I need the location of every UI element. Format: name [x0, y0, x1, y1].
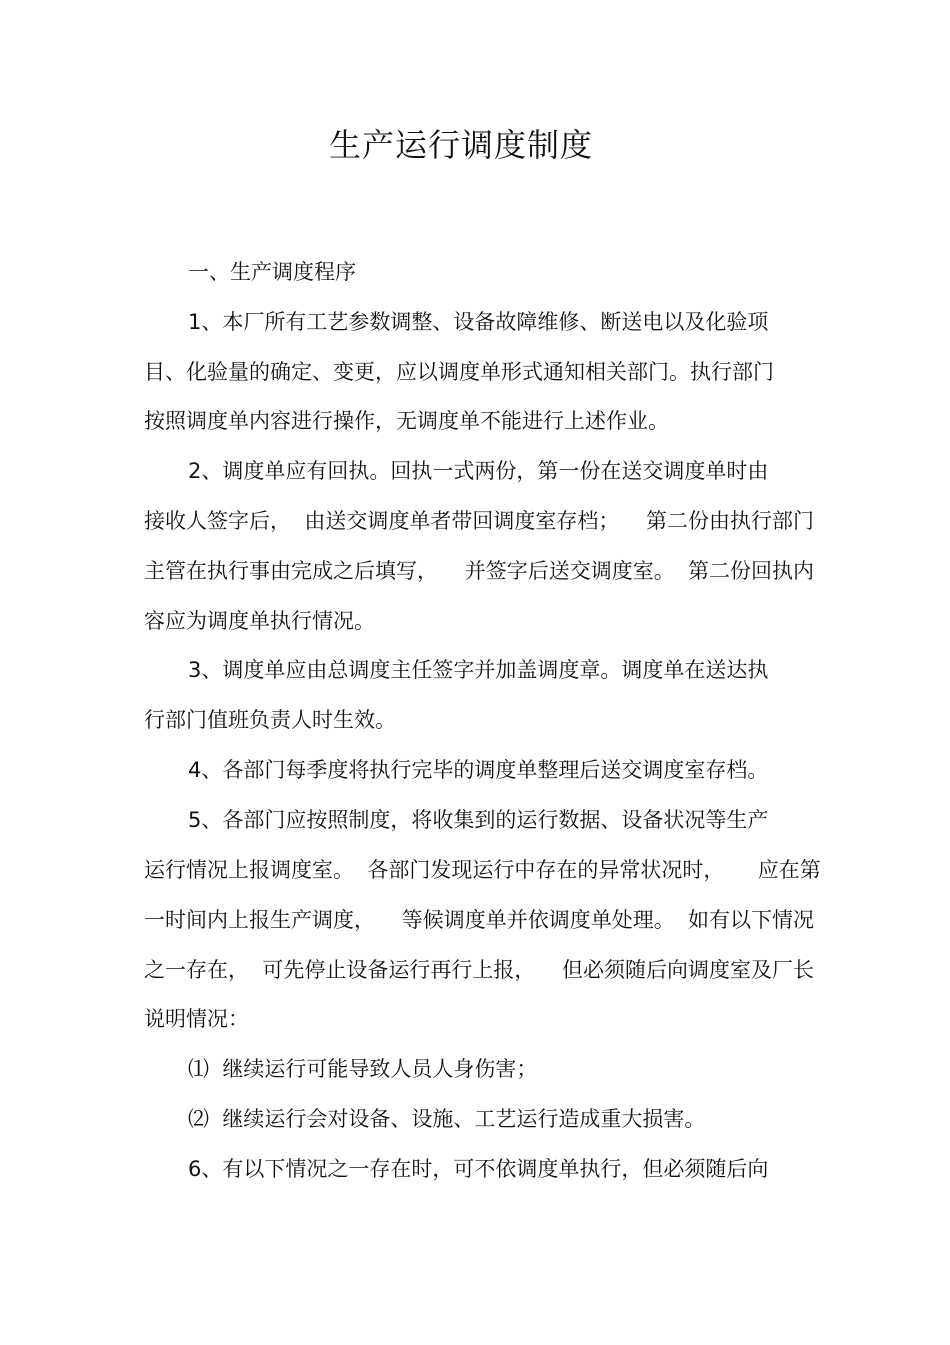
- paragraph-line: 3、调度单应由总调度主任签字并加盖调度章。调度单在送达执: [188, 658, 769, 682]
- list-item: ⑴ 继续运行可能导致人员人身伤害；: [188, 1057, 538, 1081]
- paragraph-line: 2、调度单应有回执。回执一式两份，第一份在送交调度单时由: [188, 459, 769, 483]
- paragraph-line: 说明情况：: [144, 1007, 249, 1031]
- paragraph-line: 一时间内上报生产调度， 等候调度单并依调度单处理。 如有以下情况: [144, 908, 815, 932]
- paragraph-line: 行部门值班负责人时生效。: [144, 708, 396, 732]
- paragraph-line: 容应为调度单执行情况。: [144, 609, 375, 633]
- paragraph-line: 4、各部门每季度将执行完毕的调度单整理后送交调度室存档。: [188, 758, 769, 782]
- paragraph-line: 1、本厂所有工艺参数调整、设备故障维修、断送电以及化验项: [188, 310, 769, 334]
- paragraph-line: 6、有以下情况之一存在时，可不依调度单执行，但必须随后向: [188, 1157, 769, 1181]
- paragraph-line: 5、各部门应按照制度，将收集到的运行数据、设备状况等生产: [188, 808, 769, 832]
- paragraph-line: 主管在执行事由完成之后填写， 并签字后送交调度室。 第二份回执内: [144, 559, 815, 583]
- paragraph-line: 之一存在， 可先停止设备运行再行上报， 但必须随后向调度室及厂长: [144, 958, 815, 982]
- section-heading: 一、生产调度程序: [188, 260, 356, 284]
- list-item: ⑵ 继续运行会对设备、设施、工艺运行造成重大损害。: [188, 1107, 706, 1131]
- paragraph-line: 运行情况上报调度室。 各部门发现运行中存在的异常状况时， 应在第: [144, 858, 821, 882]
- paragraph-line: 按照调度单内容进行操作，无调度单不能进行上述作业。: [144, 409, 669, 433]
- document-title: 生产运行调度制度: [328, 126, 593, 164]
- paragraph-line: 目、化验量的确定、变更，应以调度单形式通知相关部门。执行部门: [144, 360, 774, 384]
- paragraph-line: 接收人签字后， 由送交调度单者带回调度室存档； 第二份由执行部门: [144, 509, 815, 533]
